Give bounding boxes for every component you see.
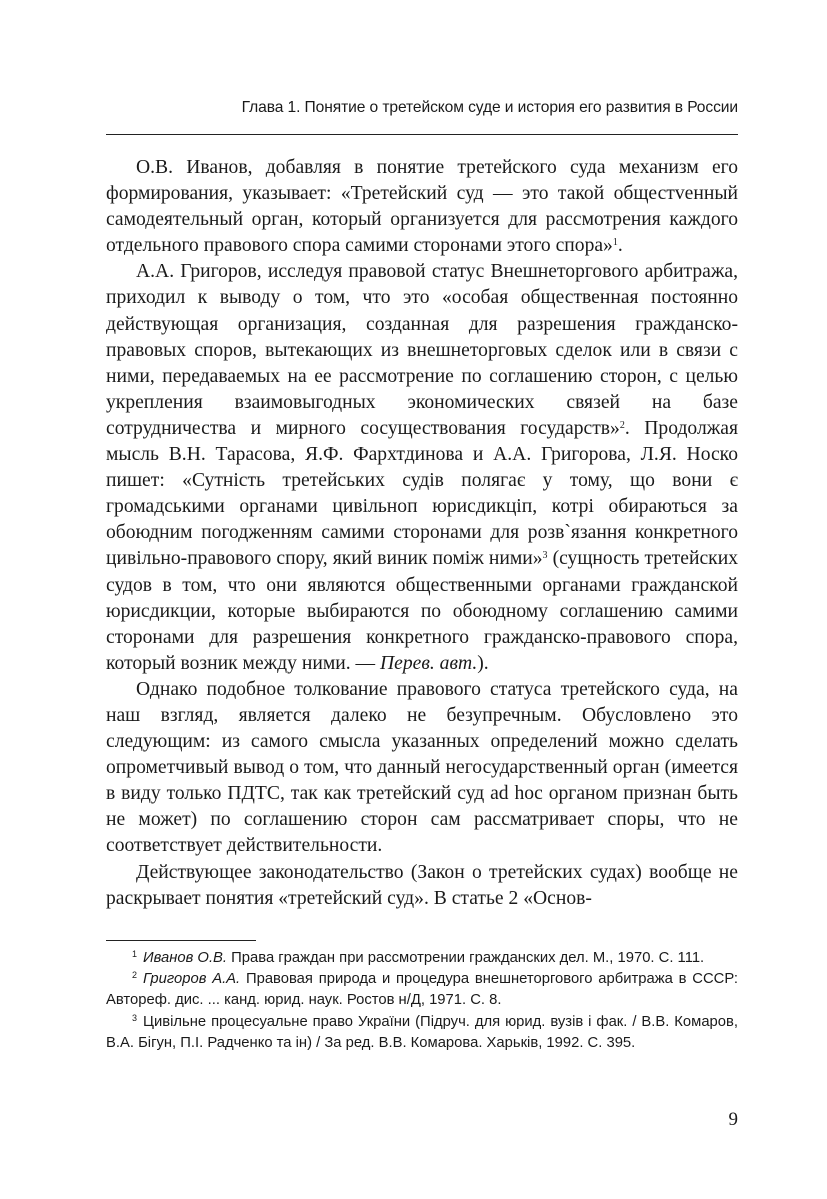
footnote-text: Права граждан при рассмотрении гражданских дел. М., 1970. С. 111. (227, 950, 705, 966)
page-number: 9 (728, 1109, 738, 1130)
footnote-3 (106, 1012, 738, 1054)
paragraph-2 (106, 259, 738, 677)
footnote-text: Цивільне процесуальне право України (Підруч. для юрид. вузів і фак. / В.В. Комаров, В.А. Бігун, П.І. Радченко та ін) / За ред. В.В. Комарова. Харьків, 1992. С. 395. (106, 1013, 738, 1051)
footnote-author: Иванов О.В. (143, 950, 228, 966)
footnote-1 (106, 948, 738, 969)
footnote-ref-3: 3 (542, 550, 548, 562)
paragraph-1 (106, 155, 738, 259)
header-rule (106, 134, 738, 135)
paragraph-4: Действующее законодательство (Закон о третейских судах) вообще не раскрывает понятия «третейский суд». В статье 2 «Основ- (106, 861, 738, 909)
footnote-number: 3 (132, 1012, 138, 1023)
paragraph-2-text-c: (сущность третейских судов в том, что они являются общественными органами гражданской юрисдикции, которые выбираются по обоюдному соглашению самими сторонами для разрешения конкретного гражданско-правового спора, который возник между ними. — (106, 548, 738, 674)
footnote-rule (106, 940, 256, 941)
paragraph-3: Однако подобное толкование правового статуса третейского суда, на наш взгляд, является далеко не безупречным. Обусловлено это следующим: из самого смысла указанных определений можно сделать опрометчивый вывод о том, что данный негосударственный орган (имеется в виду только ПДТС, так как третейский суд ad hoc органом признан быть не может) по соглашению сторон сам рассматривает споры, что не соответствует действительности. (106, 678, 738, 857)
paragraph-2-text-d: ). (477, 652, 489, 674)
running-head: Глава 1. Понятие о третейском суде и история его развития в России (241, 99, 738, 116)
paragraph-1-end: . (617, 235, 623, 257)
body-text (106, 155, 738, 912)
footnote-ref-1: 1 (612, 237, 618, 249)
footnote-2 (106, 969, 738, 1011)
footnotes (106, 948, 738, 1054)
footnote-author: Григоров А.А. (143, 971, 241, 988)
footnote-ref-2: 2 (619, 419, 625, 431)
footnote-number: 2 (132, 970, 138, 981)
footnote-text: Правовая природа и процедура внешнеторгового арбитража в СССР: Автореф. дис. ... канд. юрид. наук. Ростов н/Д, 1971. С. 8. (106, 971, 738, 1009)
footnote-number: 1 (132, 949, 138, 959)
paragraph-2-text-a: А.А. Григоров, исследуя правовой статус Внешнеторгового арбитража, приходил к выводу о том, что это «особая общественная постоянно действующая организация, созданная для разрешения гражданско-правовых споров, вытекающих из внешнеторговых сделок или в связи с ними, передаваемых на ее рассмотрение по соглашению сторон, с целью укрепления взаимовыгодных экономических связей на базе сотрудничества и мирного сосуществования государств» (106, 261, 738, 439)
paragraph-2-text-b: . Продолжая мысль В.Н. Тарасова, Я.Ф. Фархтдинова и А.А. Григорова, Л.Я. Носко пишет: «Сутність третейських судів полягає у тому, що вони є громадськими органами цивільноп юрисдикціп, котрі обираються за обоюдним погодженням самими сторонами для розв`язання конкретного цивільно-правового спору, який виник поміж ними» (106, 417, 738, 570)
paragraph-1-text: О.В. Иванов, добавляя в понятие третейского суда механизм его формирования, указывает: «Третейский суд — это такой общестvенный самодеятельный орган, который организуется для рассмотрения каждого отдельного правового спора самими сторонами этого спора» (106, 157, 738, 257)
translator-note: Перев. авт. (380, 652, 478, 674)
